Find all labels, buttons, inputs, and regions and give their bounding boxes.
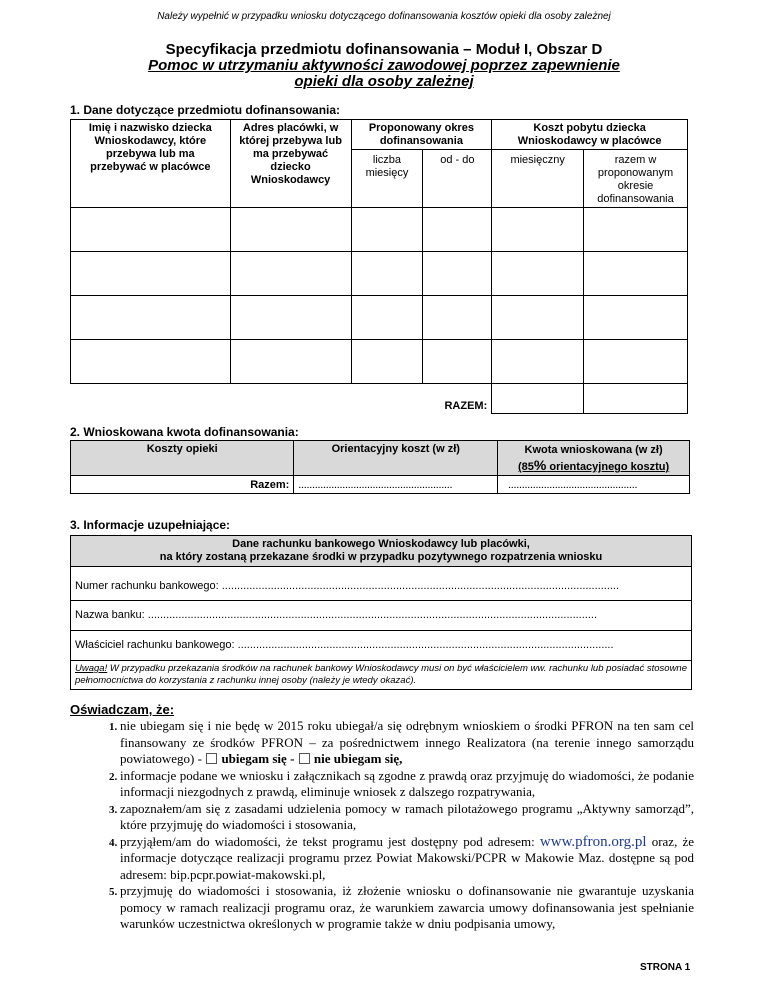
cell-total[interactable] [584, 296, 688, 340]
declaration-heading: Oświadczam, że: [70, 702, 175, 717]
cell-child-name[interactable] [71, 252, 231, 296]
col-from-to-header: od - do [423, 150, 492, 208]
section1-heading: 1. Dane dotyczące przedmiotu dofinansowania: [70, 103, 341, 117]
table-row [71, 252, 688, 296]
cell-total[interactable] [584, 252, 688, 296]
razem-total-cell[interactable] [584, 384, 688, 414]
cell-months[interactable] [351, 208, 423, 252]
list-item: 3. zapoznałem/am się z zasadami udzielenia pomocy w ramach pilotażowego programu „Aktywny samorząd”, które przyjmuję do wiadomości i stosowania, [120, 801, 694, 834]
cell-monthly[interactable] [492, 340, 584, 384]
bank-info-box [70, 535, 692, 690]
cell-child-name[interactable] [71, 340, 231, 384]
header-note: Należy wypełnić w przypadku wniosku dotyczącego dofinansowania kosztów opieki dla osoby zależnej [157, 11, 611, 22]
costs-header: Koszty opieki [71, 441, 294, 476]
col-monthly-header: miesięczny [492, 150, 584, 208]
subtitle-line-2: opieki dla osoby zależnej [294, 73, 474, 90]
cell-months[interactable] [351, 340, 423, 384]
bank-info-title: Dane rachunku bankowego Wnioskodawcy lub placówki, na który zostaną przekazane środki w przypadku pozytywnego rozpatrzenia wniosku [71, 536, 691, 567]
col-period-header: Proponowany okres dofinansowania [351, 120, 492, 150]
cell-address[interactable] [230, 340, 351, 384]
cell-total[interactable] [584, 340, 688, 384]
razem-monthly-cell[interactable] [492, 384, 584, 414]
cell-from-to[interactable] [423, 296, 492, 340]
col-child-name-header: Imię i nazwisko dziecka Wnioskodawcy, które przebywa lub ma przebywać w placówce [71, 120, 231, 208]
page-number: STRONA 1 [640, 962, 691, 973]
section1-table [70, 119, 688, 414]
requested-amount-header: Kwota wnioskowana (w zł) (85% orientacyjnego kosztu) [498, 441, 690, 476]
cell-address[interactable] [230, 296, 351, 340]
document-title: Specyfikacja przedmiotu dofinansowania – Moduł I, Obszar D [165, 41, 603, 58]
cell-months[interactable] [351, 296, 423, 340]
cell-from-to[interactable] [423, 208, 492, 252]
document-subtitle [0, 58, 768, 90]
col-months-header: liczba miesięcy [351, 150, 423, 208]
cell-monthly[interactable] [492, 252, 584, 296]
warning-label: Uwaga! [75, 663, 108, 674]
cell-from-to[interactable] [423, 252, 492, 296]
checkbox-apply[interactable] [206, 753, 217, 764]
declaration-list [74, 718, 694, 933]
razem-row [71, 384, 688, 414]
list-item: 2. informacje podane we wniosku i załącznikach są zgodne z prawdą oraz przyjmuję do wiadomości, że podanie informacji niezgodnych z prawdą, eliminuje wniosek z dalszego rozpatrywania, [120, 768, 694, 801]
section3-heading: 3. Informacje uzupełniające: [70, 518, 231, 532]
list-item: 5. przyjmuję do wiadomości i stosowania, iż złożenie wniosku o dofinansowanie nie gwarantuje uzyskania pomocy w ramach realizacji programu oraz, że warunkiem zawarcia umowy dofinansowania jest spełnianie warunków uczestnictwa określonych w programie także w dniu podpisania umowy, [120, 883, 694, 933]
table-row [71, 340, 688, 384]
cell-address[interactable] [230, 252, 351, 296]
table-row [71, 296, 688, 340]
account-number-field[interactable]: Numer rachunku bankowego: .................................................................................................................................. [75, 580, 620, 592]
subtitle-line-1: Pomoc w utrzymaniu aktywności zawodowej poprzez zapewnienie [148, 57, 620, 74]
list-item: 1. nie ubiegam się i nie będę w 2015 roku ubiegał/a się odrębnym wnioskiem o środki PFRON na ten sam cel finansowany ze środków PFRON – za pośrednictwem innego Realizatora (na terenie innego samorządu powiatowego) - ubiegam się - nie ubiegam się, [120, 718, 694, 768]
cell-from-to[interactable] [423, 340, 492, 384]
cell-total[interactable] [584, 208, 688, 252]
warning-note: Uwaga! W przypadku przekazania środków na rachunek bankowy Wnioskodawcy musi on być właścicielem ww. rachunku lub posiadać stosowne pełnomocnictwa do korzystania z rachunku innej osoby (należy je wtedy okazać). [71, 660, 691, 689]
account-owner-field[interactable]: Właściciel rachunku bankowego: ........................................................................................................................... [71, 630, 691, 660]
col-total-header: razem w proponowanym okresie dofinansowania [584, 150, 688, 208]
pfron-link[interactable]: www.pfron.org.pl [539, 833, 647, 850]
cell-monthly[interactable] [492, 296, 584, 340]
cell-monthly[interactable] [492, 208, 584, 252]
section2-heading: 2. Wnioskowana kwota dofinansowania: [70, 425, 299, 439]
cell-months[interactable] [351, 252, 423, 296]
col-facility-address-header: Adres placówki, w której przebywa lub ma przebywać dziecko Wnioskodawcy [230, 120, 351, 208]
cell-address[interactable] [230, 208, 351, 252]
bank-name-field[interactable]: Nazwa banku: ................................................................................................................................................... [71, 600, 691, 630]
table-row [71, 208, 688, 252]
requested-amount-field[interactable]: ............................................... [498, 476, 690, 494]
list-item: 4. przyjąłem/am do wiadomości, że tekst programu jest dostępny pod adresem: www.pfron.org.pl oraz, że informacje dotyczące realizacji programu przez Powiat Makowski/PCPR w Makowie Maz. dostępne są pod adresem: bip.pcpr.powiat-makowski.pl, [120, 834, 694, 884]
checkbox-not-apply[interactable] [299, 753, 310, 764]
col-cost-header: Koszt pobytu dziecka Wnioskodawcy w placówce [492, 120, 688, 150]
razem-label: RAZEM: [71, 384, 492, 414]
cell-child-name[interactable] [71, 296, 231, 340]
estimated-cost-field[interactable]: ........................................................ [294, 476, 498, 494]
razem-label: Razem: [71, 476, 294, 494]
estimated-cost-header: Orientacyjny koszt (w zł) [294, 441, 498, 476]
section2-table [70, 440, 690, 494]
cell-child-name[interactable] [71, 208, 231, 252]
